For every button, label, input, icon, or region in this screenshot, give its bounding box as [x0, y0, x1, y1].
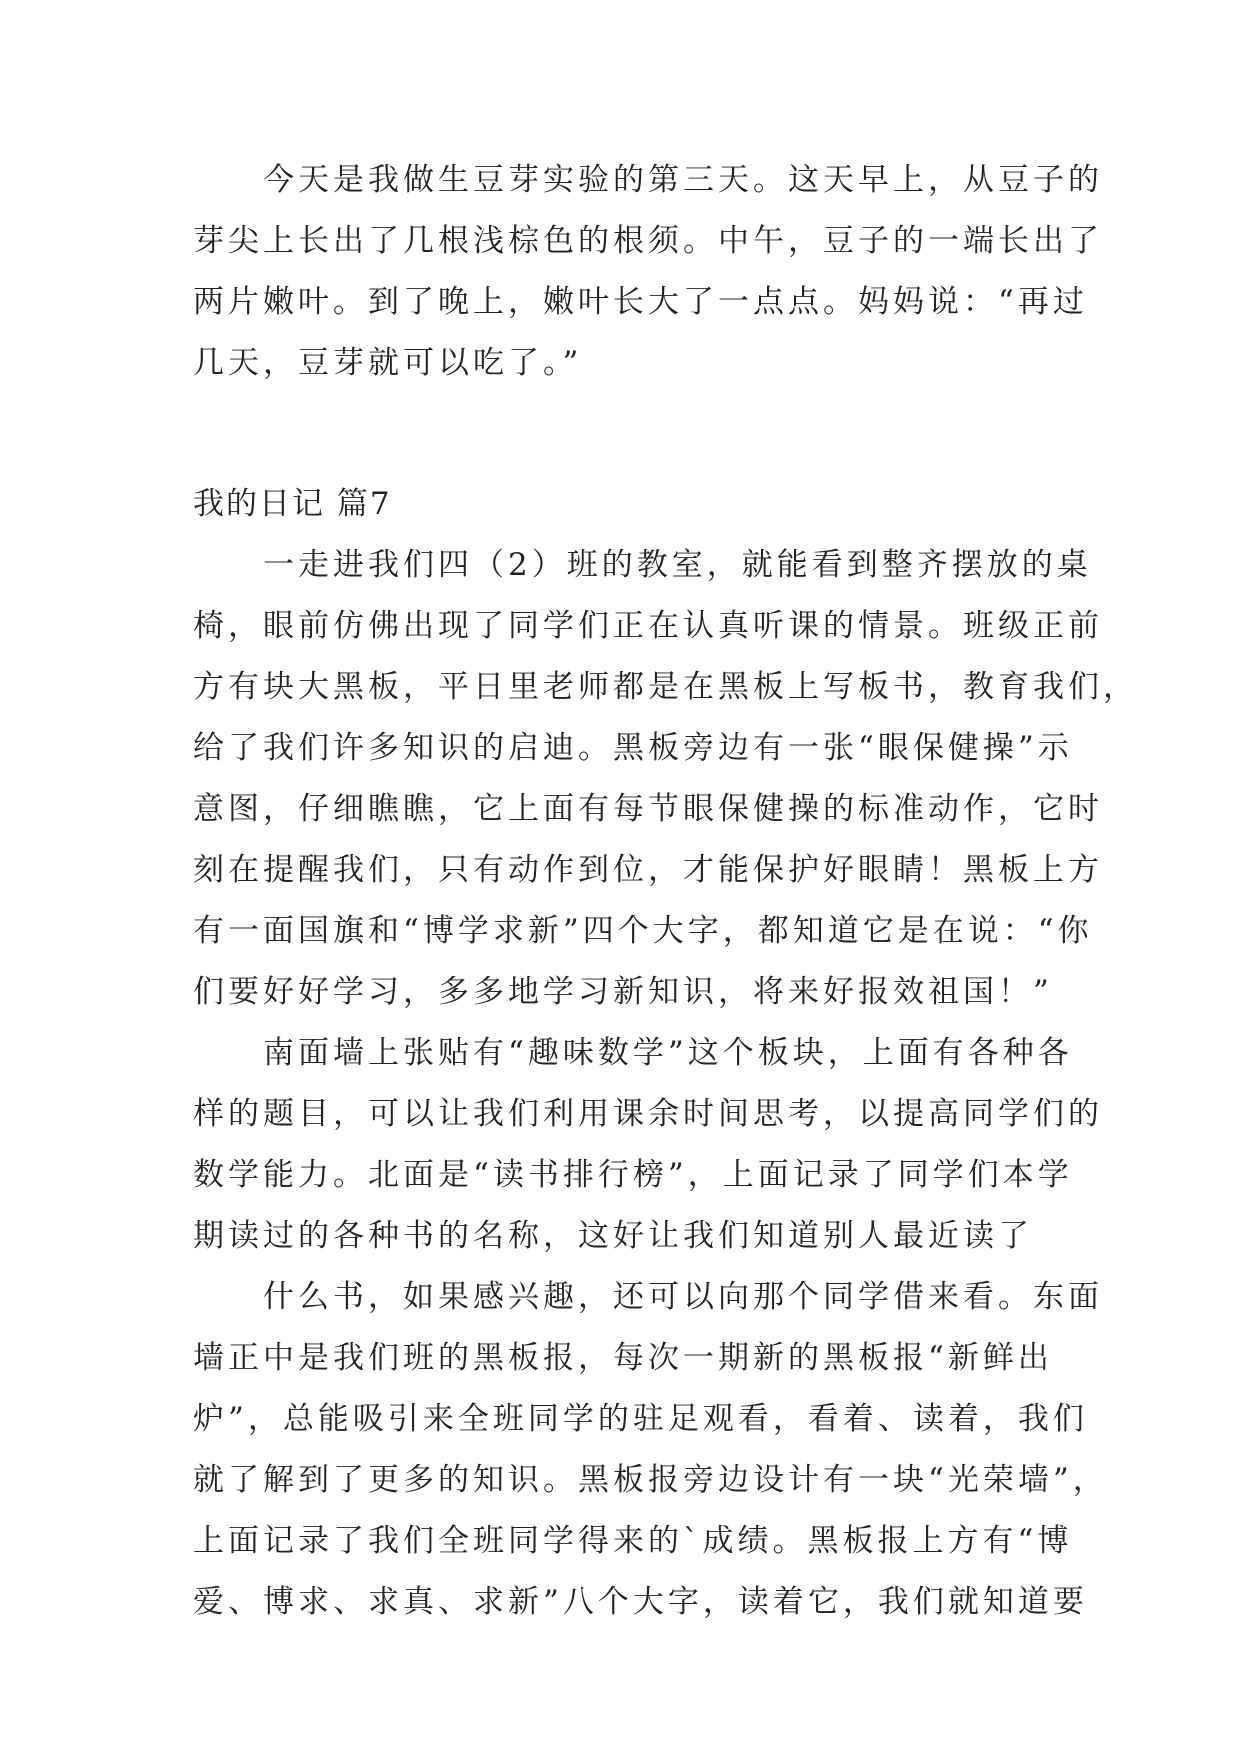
- section-title: 我的日记 篇7: [193, 486, 392, 522]
- text-line: 上面记录了我们全班同学得来的`成绩。黑板报上方有“博: [193, 1523, 1073, 1559]
- paragraph-4: [193, 1267, 1108, 1633]
- text-line: 椅，眼前仿佛出现了同学们正在认真听课的情景。班级正前: [193, 608, 1103, 644]
- text-line: 一走进我们四（2）班的教室，就能看到整齐摆放的桌: [193, 547, 1092, 583]
- text-line: 意图，仔细瞧瞧，它上面有每节眼保健操的标准动作，它时: [193, 791, 1103, 827]
- text-line: 给了我们许多知识的启迪。黑板旁边有一张“眼保健操”示: [193, 730, 1073, 766]
- text-line: 爱、博求、求真、求新”八个大字，读着它，我们就知道要: [193, 1584, 1088, 1620]
- text-line: 南面墙上张贴有“趣味数学”这个板块，上面有各种各: [193, 1035, 1073, 1071]
- paragraph-spacer: [193, 394, 1055, 474]
- text-line: 有一面国旗和“博学求新”四个大字，都知道它是在说：“你: [193, 913, 1093, 949]
- text-line: 炉”，总能吸引来全班同学的驻足观看，看着、读着，我们: [193, 1401, 1088, 1437]
- paragraph-1: [193, 150, 1103, 394]
- paragraph-3: [193, 1023, 1103, 1267]
- text-line: 今天是我做生豆芽实验的第三天。这天早上，从豆子的: [193, 162, 1103, 198]
- text-line: 样的题目，可以让我们利用课余时间思考，以提高同学们的: [193, 1096, 1103, 1132]
- text-line: 方有块大黑板，平日里老师都是在黑板上写板书，教育我们，: [193, 669, 1138, 705]
- text-line: 两片嫩叶。到了晚上，嫩叶长大了一点点。妈妈说：“再过: [193, 284, 1088, 320]
- text-line: 什么书，如果感兴趣，还可以向那个同学借来看。东面: [193, 1279, 1103, 1315]
- text-line: 几天，豆芽就可以吃了。”: [193, 345, 583, 381]
- document-body: [193, 150, 1138, 1633]
- text-line: 芽尖上长出了几根浅棕色的根须。中午，豆子的一端长出了: [193, 223, 1103, 259]
- text-line: 们要好好学习，多多地学习新知识，将来好报效祖国！”: [193, 974, 1053, 1010]
- text-line: 数学能力。北面是“读书排行榜”，上面记录了同学们本学: [193, 1157, 1073, 1193]
- paragraph-2: [193, 535, 1138, 1023]
- text-line: 就了解到了更多的知识。黑板报旁边设计有一块“光荣墙”，: [193, 1462, 1108, 1498]
- text-line: 刻在提醒我们，只有动作到位，才能保护好眼睛！黑板上方: [193, 852, 1103, 888]
- text-line: 墙正中是我们班的黑板报，每次一期新的黑板报“新鲜出: [193, 1340, 1053, 1376]
- text-line: 期读过的各种书的名称，这好让我们知道别人最近读了: [193, 1218, 1033, 1254]
